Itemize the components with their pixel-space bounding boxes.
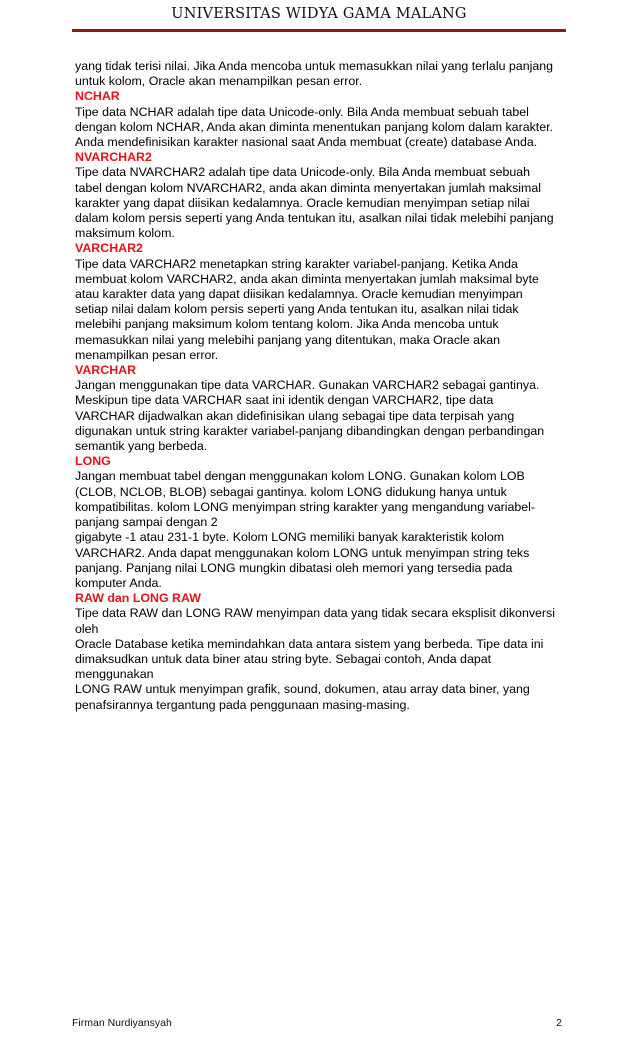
section-text-long: Jangan membuat tabel dengan menggunakan kolom LONG. Gunakan kolom LOB (CLOB, NCLOB, BLOB) sebagai gantinya. kolom LONG didukung hanya untuk kompatibilitas. kolom LONG menyimpan string karakter yang mengandung variabel- panjang sampai dengan 2 gigabyte -1 atau 231-1 byte. Kolom LONG memiliki banyak karakteristik kolom VARCHAR2. Anda dapat menggunakan kolom LONG untuk menyimpan string teks panjang. Panjang nilai LONG mungkin dibatasi oleh memori yang tersedia pada komputer Anda. — [75, 469, 536, 590]
section-heading-long: LONG — [75, 454, 111, 469]
intro-paragraph: yang tidak terisi nilai. Jika Anda mencoba untuk memasukkan nilai yang terlalu panjang untuk kolom, Oracle akan menampilkan pesan error. — [75, 59, 554, 89]
page-header-title: UNIVERSITAS WIDYA GAMA MALANG — [171, 6, 467, 22]
footer-page-number: 2 — [556, 1017, 562, 1029]
header-rule — [72, 29, 566, 32]
section-text-varchar2: Tipe data VARCHAR2 menetapkan string karakter variabel-panjang. Ketika Anda membuat kolom VARCHAR2, anda akan diminta menyertakan jumlah maksimal byte atau karakter data yang dapat diisikan kedalamnya. Oracle kemudian menyimpan setiap nilai dalam kolom persis seperti yang Anda tentukan itu, asalkan nilai tidak melebihi panjang maksimum kolom tentang kolom. Jika Anda mencoba untuk memasukkan nilai yang melebihi panjang yang ditentukan, maka Oracle akan menampilkan pesan error. — [75, 256, 539, 362]
section-text-nvarchar2: Tipe data NVARCHAR2 adalah tipe data Unicode-only. Bila Anda membuat sebuah tabel dengan kolom NVARCHAR2, anda akan diminta menyertakan jumlah maksimal karakter yang dapat diisikan kedalamnya. Oracle kemudian menyimpan setiap nilai dalam kolom persis seperti yang Anda tentukan itu, asalkan nilai tidak melebihi panjang maksimum kolom. — [75, 165, 554, 241]
section-heading-raw: RAW dan LONG RAW — [75, 591, 201, 606]
section-heading-varchar2: VARCHAR2 — [75, 241, 143, 256]
document-body — [75, 59, 567, 713]
section-text-varchar: Jangan menggunakan tipe data VARCHAR. Gunakan VARCHAR2 sebagai gantinya. Meskipun tipe data VARCHAR saat ini identik dengan VARCHAR2, tipe data VARCHAR dijadwalkan akan didefinisikan ulang sebagai tipe data terpisah yang digunakan untuk string karakter variabel-panjang dibandingkan dengan perbandingan semantik yang berbeda. — [75, 378, 545, 454]
section-heading-varchar: VARCHAR — [75, 363, 137, 378]
section-heading-nvarchar2: NVARCHAR2 — [75, 150, 152, 165]
section-text-raw: Tipe data RAW dan LONG RAW menyimpan data yang tidak secara eksplisit dikonversi oleh Oracle Database ketika memindahkan data antara sistem yang berbeda. Tipe data ini dimaksudkan untuk data biner atau string byte. Sebagai contoh, Anda dapat menggunakan LONG RAW untuk menyimpan grafik, sound, dokumen, atau array data biner, yang penafsirannya tergantung pada penggunaan masing-masing. — [75, 606, 555, 712]
section-text-nchar: Tipe data NCHAR adalah tipe data Unicode-only. Bila Anda membuat sebuah tabel dengan kolom NCHAR, Anda akan diminta menentukan panjang kolom dalam karakter. Anda mendefinisikan karakter nasional saat Anda membuat (create) database Anda. — [75, 104, 554, 150]
section-heading-nchar: NCHAR — [75, 89, 120, 104]
footer-author: Firman Nurdiyansyah — [72, 1017, 172, 1029]
